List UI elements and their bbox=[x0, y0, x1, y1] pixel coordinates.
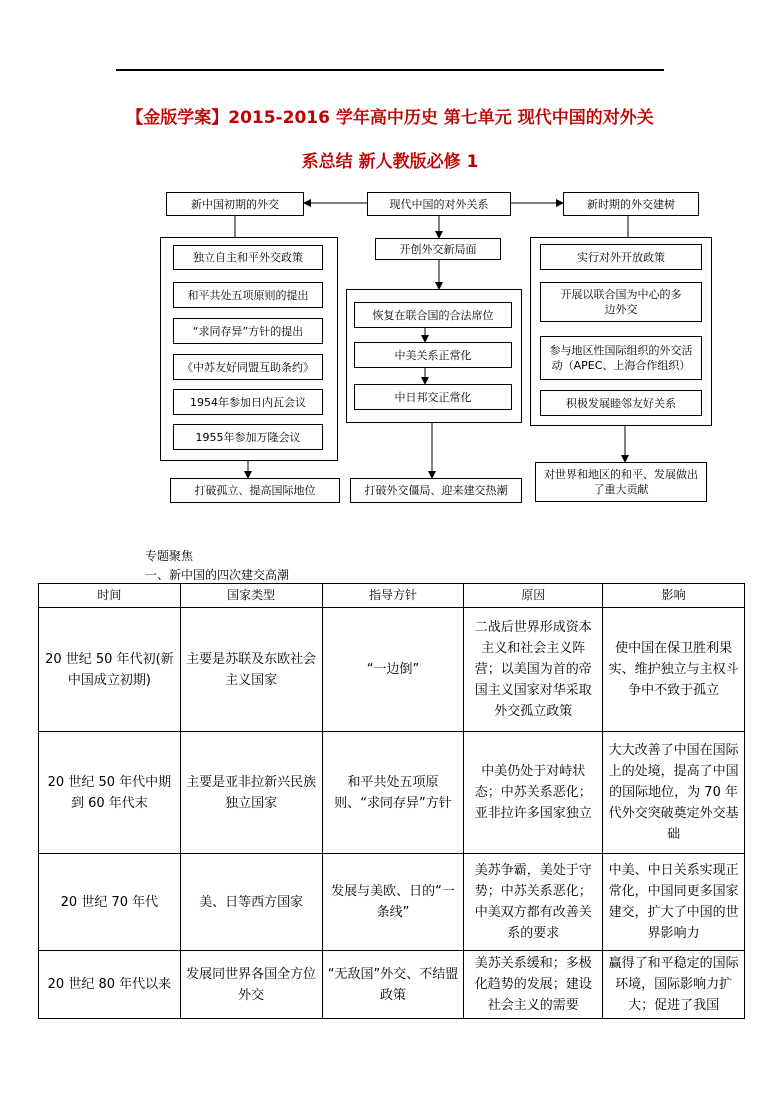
cell-policy: 发展与美欧、日的“一条线” bbox=[322, 854, 464, 951]
cell-reason: 中美仍处于对峙状态；中苏关系恶化；亚非拉许多国家独立 bbox=[464, 732, 603, 854]
mid-item-3: 中日邦交正常化 bbox=[354, 384, 512, 410]
page-title-line1: 【金版学案】2015-2016 学年高中历史 第七单元 现代中国的对外关 bbox=[126, 108, 654, 128]
diagram-right-result: 对世界和地区的和平、发展做出了重大贡献 bbox=[535, 462, 707, 502]
right-item-2: 开展以联合国为中心的多边外交 bbox=[540, 282, 702, 322]
cell-country-type: 美、日等西方国家 bbox=[180, 854, 322, 951]
cell-country-type: 主要是亚非拉新兴民族独立国家 bbox=[180, 732, 322, 854]
col-header-policy: 指导方针 bbox=[322, 584, 464, 608]
cell-impact: 大大改善了中国在国际上的处境，提高了中国的国际地位，为 70 年代外交突破奠定外交基础 bbox=[603, 732, 745, 854]
mid-item-1: 恢复在联合国的合法席位 bbox=[354, 302, 512, 328]
diplomacy-table bbox=[38, 583, 745, 1019]
diagram-center-header: 现代中国的对外关系 bbox=[367, 192, 511, 216]
cell-time: 20 世纪 50 年代初(新中国成立初期) bbox=[39, 608, 181, 732]
cell-reason: 二战后世界形成资本主义和社会主义阵营；以美国为首的帝国主义国家对华采取外交孤立政策 bbox=[464, 608, 603, 732]
diagram-left-header: 新中国初期的外交 bbox=[166, 192, 304, 216]
left-item-1: 独立自主和平外交政策 bbox=[173, 245, 323, 270]
header-rule bbox=[116, 69, 664, 71]
cell-policy: 和平共处五项原则、“求同存异”方针 bbox=[322, 732, 464, 854]
diagram-mid-header: 开创外交新局面 bbox=[375, 238, 501, 260]
right-item-3: 参与地区性国际组织的外交活动（APEC、上海合作组织） bbox=[540, 336, 702, 380]
table-header-row bbox=[39, 584, 745, 608]
diagram-right-header: 新时期的外交建树 bbox=[563, 192, 699, 216]
col-header-reason: 原因 bbox=[464, 584, 603, 608]
left-item-6: 1955年参加万隆会议 bbox=[173, 424, 323, 450]
cell-reason: 美苏争霸，美处于守势；中苏关系恶化；中美双方都有改善关系的要求 bbox=[464, 854, 603, 951]
left-item-2: 和平共处五项原则的提出 bbox=[173, 282, 323, 308]
col-header-time: 时间 bbox=[39, 584, 181, 608]
cell-time: 20 世纪 80 年代以来 bbox=[39, 951, 181, 1019]
cell-time: 20 世纪 70 年代 bbox=[39, 854, 181, 951]
table-row bbox=[39, 854, 745, 951]
section-subheading: 一、新中国的四次建交高潮 bbox=[145, 568, 290, 582]
cell-country-type: 发展同世界各国全方位外交 bbox=[180, 951, 322, 1019]
cell-reason: 美苏关系缓和；多极化趋势的发展；建设社会主义的需要 bbox=[464, 951, 603, 1019]
mid-item-2: 中美关系正常化 bbox=[354, 342, 512, 368]
cell-policy: “一边倒” bbox=[322, 608, 464, 732]
left-item-3: “求同存异”方针的提出 bbox=[173, 318, 323, 344]
cell-policy: “无敌国”外交、不结盟政策 bbox=[322, 951, 464, 1019]
table-row bbox=[39, 951, 745, 1019]
diagram-left-result: 打破孤立、提高国际地位 bbox=[170, 478, 340, 503]
right-item-1: 实行对外开放政策 bbox=[540, 244, 702, 270]
right-item-4: 积极发展睦邻友好关系 bbox=[540, 390, 702, 416]
left-item-5: 1954年参加日内瓦会议 bbox=[173, 389, 323, 415]
cell-time: 20 世纪 50 年代中期到 60 年代末 bbox=[39, 732, 181, 854]
cell-country-type: 主要是苏联及东欧社会主义国家 bbox=[180, 608, 322, 732]
section-heading: 专题聚焦 bbox=[145, 549, 194, 563]
cell-impact: 使中国在保卫胜利果实、维护独立与主权斗争中不致于孤立 bbox=[603, 608, 745, 732]
cell-impact: 赢得了和平稳定的国际环境，国际影响力扩大；促进了我国 bbox=[603, 951, 745, 1019]
col-header-impact: 影响 bbox=[603, 584, 745, 608]
diagram-mid-result: 打破外交僵局、迎来建交热潮 bbox=[350, 478, 522, 503]
table-row bbox=[39, 732, 745, 854]
cell-impact: 中美、中日关系实现正常化，中国同更多国家建交，扩大了中国的世界影响力 bbox=[603, 854, 745, 951]
col-header-country-type: 国家类型 bbox=[180, 584, 322, 608]
page-title-line2: 系总结 新人教版必修 1 bbox=[301, 152, 479, 172]
left-item-4: 《中苏友好同盟互助条约》 bbox=[173, 354, 323, 380]
table-row bbox=[39, 608, 745, 732]
